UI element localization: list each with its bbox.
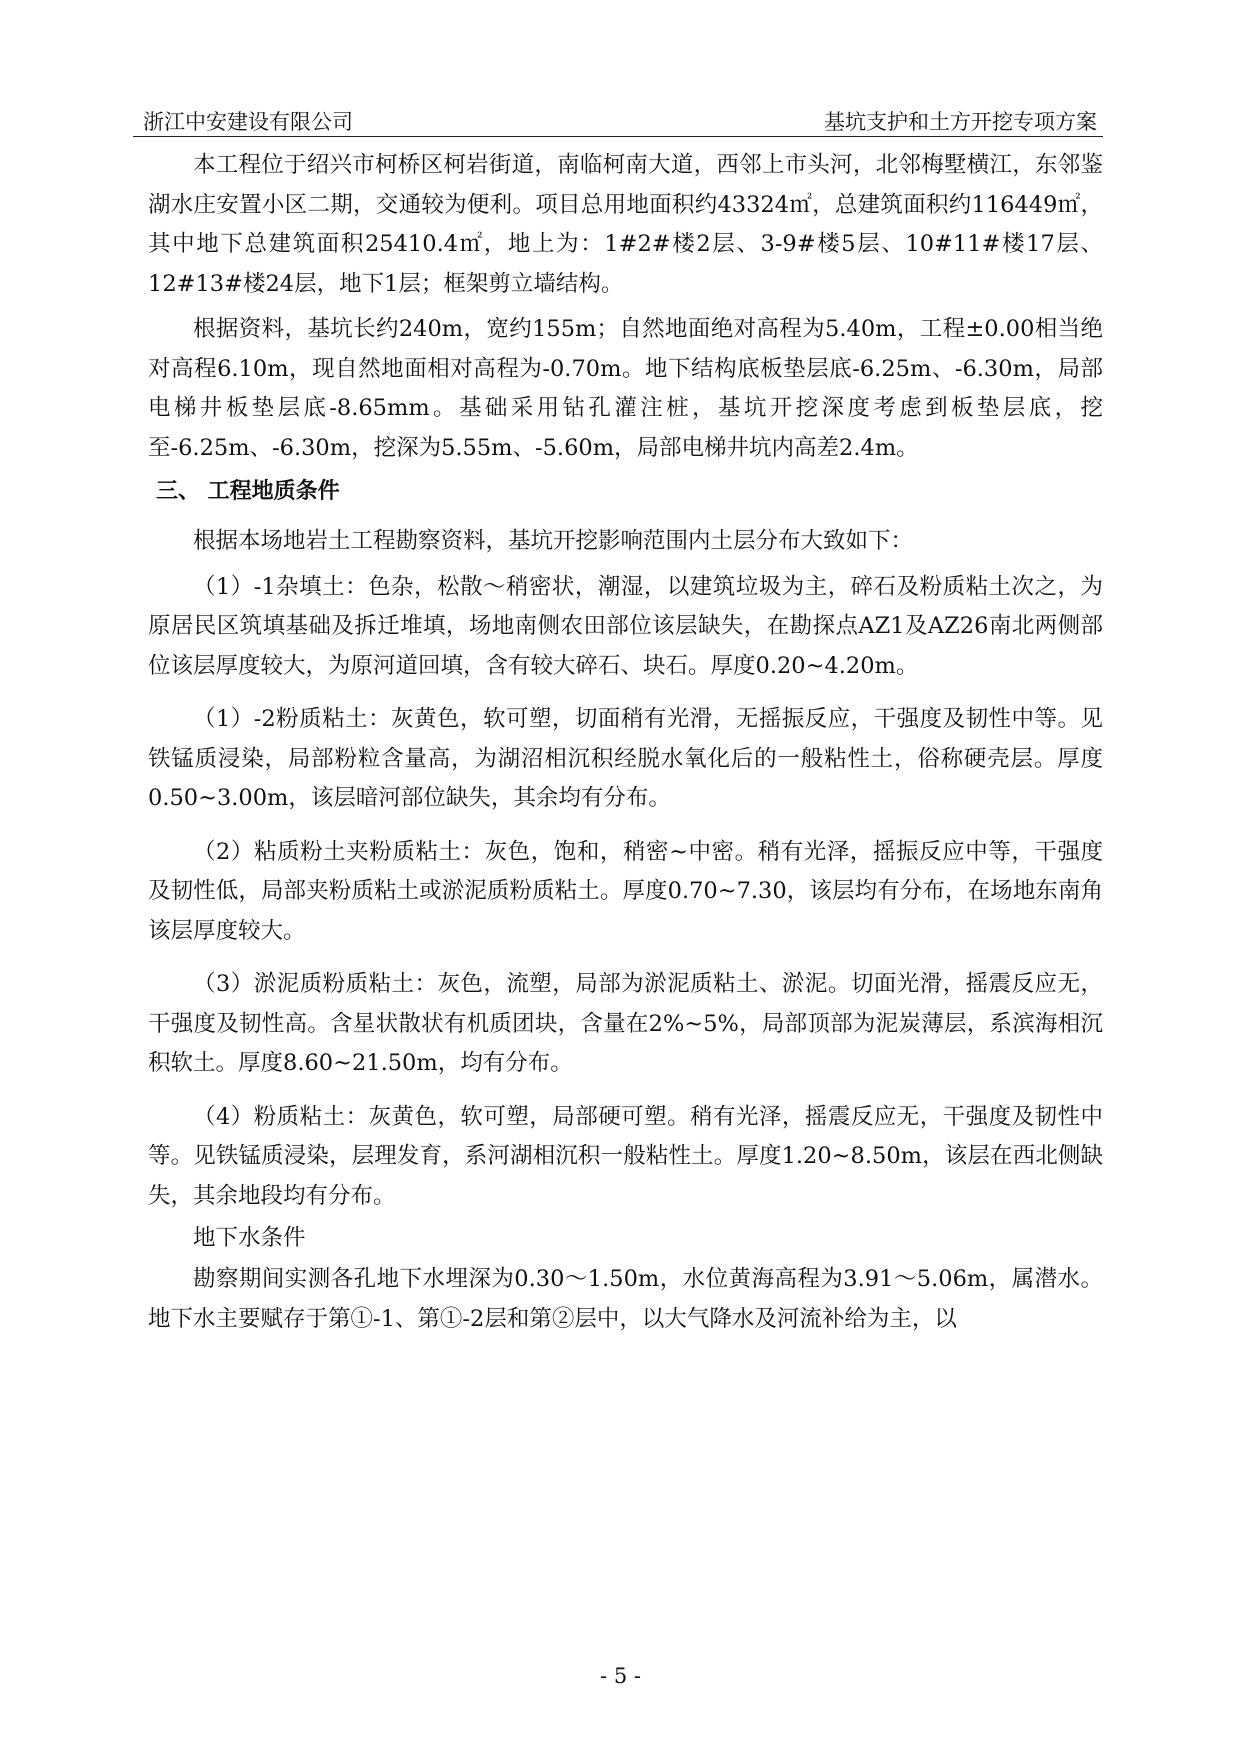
paragraph-soil-layer-1-2: （1）-2粉质粘土：灰黄色，软可塑，切面稍有光滑，无摇振反应，干强度及韧性中等。见铁锰质浸染，局部粉粒含量高，为湖沼相沉积经脱水氧化后的一般粘性土，俗称硬壳层。厚度0.50~3.00m，该层暗河部位缺失，其余均有分布。 — [148, 706, 1103, 811]
page-content — [148, 146, 1103, 1353]
paragraph-soil-layer-1-1: （1）-1杂填土：色杂，松散～稍密状，潮湿，以建筑垃圾为主，碎石及粉质粘土次之，为原居民区筑填基础及拆迁堆填，场地南侧农田部位该层缺失，在勘探点AZ1及AZ26南北两侧部位该层厚度较大，为原河道回填，含有较大碎石、块石。厚度0.20~4.20m。 — [148, 573, 1103, 679]
section-title-geology: 三、 工程地质条件 — [156, 479, 340, 504]
paragraph-groundwater: 勘察期间实测各孔地下水埋深为0.30～1.50m，水位黄海高程为3.91～5.06m，属潜水。地下水主要赋存于第①-1、第①-2层和第②层中，以大气降水及河流补给为主，以 — [148, 1266, 1103, 1332]
groundwater-title: 地下水条件 — [193, 1225, 306, 1251]
paragraph-soil-intro: 根据本场地岩土工程勘察资料，基坑开挖影响范围内土层分布大致如下： — [193, 528, 914, 554]
paragraph-soil-layer-3: （3）淤泥质粉质粘土：灰色，流塑，局部为淤泥质粘土、淤泥。切面光滑，摇震反应无，干强度及韧性高。含星状散状有机质团块，含量在2%~5%，局部顶部为泥炭薄层，系滨海相沉积软土。厚度8.60~21.50m，均有分布。 — [148, 971, 1103, 1076]
header-company: 浙江中安建设有限公司 — [143, 110, 353, 134]
header-doc-title: 基坑支护和土方开挖专项方案 — [824, 110, 1097, 134]
paragraph-pit-data: 根据资料，基坑长约240m，宽约155m；自然地面绝对高程为5.40m，工程±0.00相当绝对高程6.10m，现自然地面相对高程为-0.70m。地下结构底板垫层底-6.25m、-6.30m，局部电梯井板垫层底-8.65mm。基础采用钻孔灌注桩，基坑开挖深度考虑到板垫层底，挖至-6.25m、-6.30m，挖深为5.55m、-5.60m，局部电梯井坑内高差2.4m。 — [148, 316, 1103, 461]
paragraph-project-location: 本工程位于绍兴市柯桥区柯岩街道，南临柯南大道，西邻上市头河，北邻梅墅横江，东邻鉴湖水庄安置小区二期，交通较为便利。项目总用地面积约43324㎡，总建筑面积约116449㎡，其中地下总建筑面积25410.4㎡，地上为：1#2#楼2层、3-9#楼5层、10#11#楼17层、12#13#楼24层，地下1层；框架剪立墙结构。 — [148, 152, 1103, 297]
page-number: - 5 - — [600, 1664, 641, 1688]
paragraph-soil-layer-4: （4）粉质粘土：灰黄色，软可塑，局部硬可塑。稍有光泽，摇震反应无，干强度及韧性中等。见铁锰质浸染，层理发育，系河湖相沉积一般粘性土。厚度1.20~8.50m，该层在西北侧缺失，其余地段均有分布。 — [148, 1103, 1103, 1209]
paragraph-soil-layer-2: （2）粘质粉土夹粉质粘土：灰色，饱和，稍密~中密。稍有光泽，摇振反应中等，干强度及韧性低，局部夹粉质粘土或淤泥质粉质粘土。厚度0.70~7.30，该层均有分布，在场地东南角该层厚度较大。 — [148, 838, 1103, 944]
page-header — [133, 106, 1103, 137]
